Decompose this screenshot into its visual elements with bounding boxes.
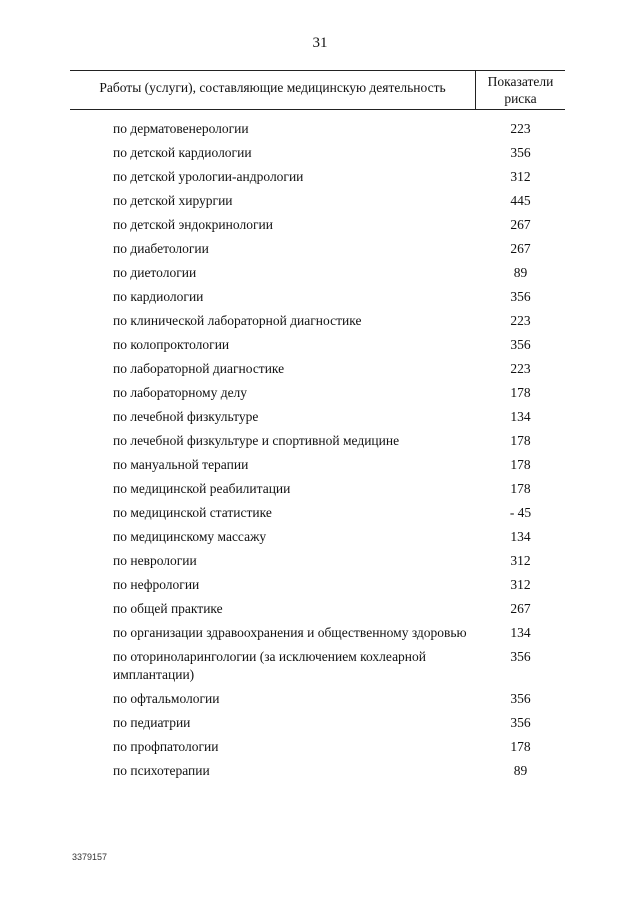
row-service-name: по нефрологии [113,577,200,592]
table-row [0,408,640,426]
table-row [0,384,640,402]
row-risk-value: 312 [510,577,531,592]
row-risk-value: 178 [510,481,531,496]
row-risk-value: 356 [510,145,531,160]
row-service-name: по диабетологии [113,241,209,256]
row-service-name: по лечебной физкультуре и спортивной медицине [113,433,400,448]
row-risk-value: 223 [510,121,531,136]
table-row [0,576,640,594]
row-risk-value: 134 [510,529,531,544]
table-row [0,336,640,354]
table-row [0,264,640,282]
row-service-name: по общей практике [113,601,223,616]
row-service-name: по медицинской реабилитации [113,481,291,496]
page-number: 31 [312,35,328,51]
row-risk-value: 312 [510,169,531,184]
table-row [0,360,640,378]
row-risk-value: 356 [510,649,531,664]
table-body [0,120,640,786]
row-risk-value: 223 [510,361,531,376]
row-service-name: по педиатрии [113,715,191,730]
table-row [0,528,640,546]
header-works: Работы (услуги), составляющие медицинскую деятельность [99,80,446,95]
row-risk-value: 178 [510,457,531,472]
row-service-name: по клинической лабораторной диагностике [113,313,362,328]
row-service-name: по лабораторной диагностике [113,361,285,376]
header-risk-line2: риска [504,91,537,106]
row-service-name: по лечебной физкультуре [113,409,259,424]
row-risk-value: 356 [510,715,531,730]
header-risk-line1: Показатели [487,74,554,89]
row-risk-value: 178 [510,739,531,754]
row-risk-value: 178 [510,433,531,448]
row-risk-value: 178 [510,385,531,400]
table-row [0,480,640,498]
row-service-name: по мануальной терапии [113,457,249,472]
header-risk [476,73,565,107]
table-row [0,168,640,186]
table-row [0,714,640,732]
row-risk-value: 312 [510,553,531,568]
row-risk-value: 89 [513,265,528,280]
row-service-name: по дерматовенерологии [113,121,249,136]
table-row [0,432,640,450]
row-service-name: по детской урологии-андрологии [113,169,304,184]
table-row [0,240,640,258]
table-row [0,144,640,162]
table-row [0,216,640,234]
table-row [0,456,640,474]
row-risk-value: 356 [510,337,531,352]
table-row [0,288,640,306]
row-risk-value: 445 [510,193,531,208]
row-risk-value: 134 [510,625,531,640]
table-row [0,312,640,330]
table-row [0,762,640,780]
row-risk-value: 267 [510,601,531,616]
row-service-name: по медицинскому массажу [113,529,267,544]
row-risk-value: 356 [510,289,531,304]
row-service-name: по диетологии [113,265,197,280]
table-row [0,504,640,522]
table-row [0,738,640,756]
table-row [0,120,640,138]
table-row [0,690,640,708]
row-service-name: по профпатологии [113,739,219,754]
table-row [0,552,640,570]
row-service-name: по детской хирургии [113,193,233,208]
row-service-name: по неврологии [113,553,197,568]
row-risk-value: 267 [510,217,531,232]
table-row [0,648,640,684]
row-service-name: по детской эндокринологии [113,217,273,232]
row-risk-value: 134 [510,409,531,424]
table-row [0,600,640,618]
row-service-name: по детской кардиологии [113,145,252,160]
table-row [0,624,640,642]
row-service-name: по медицинской статистике [113,505,272,520]
row-risk-value: 267 [510,241,531,256]
table-row [0,192,640,210]
row-service-name: по организации здравоохранения и общественному здоровью [113,625,467,640]
row-service-name: по психотерапии [113,763,210,778]
row-risk-value: 89 [513,763,528,778]
row-service-name: по лабораторному делу [113,385,248,400]
row-service-name: по оториноларингологии (за исключением кохлеарной имплантации) [113,649,427,682]
row-risk-value: 223 [510,313,531,328]
row-service-name: по кардиологии [113,289,204,304]
row-risk-value: 356 [510,691,531,706]
row-risk-value: - 45 [509,505,532,520]
document-code: 3379157 [72,852,108,862]
row-service-name: по офтальмологии [113,691,220,706]
row-service-name: по колопроктологии [113,337,230,352]
